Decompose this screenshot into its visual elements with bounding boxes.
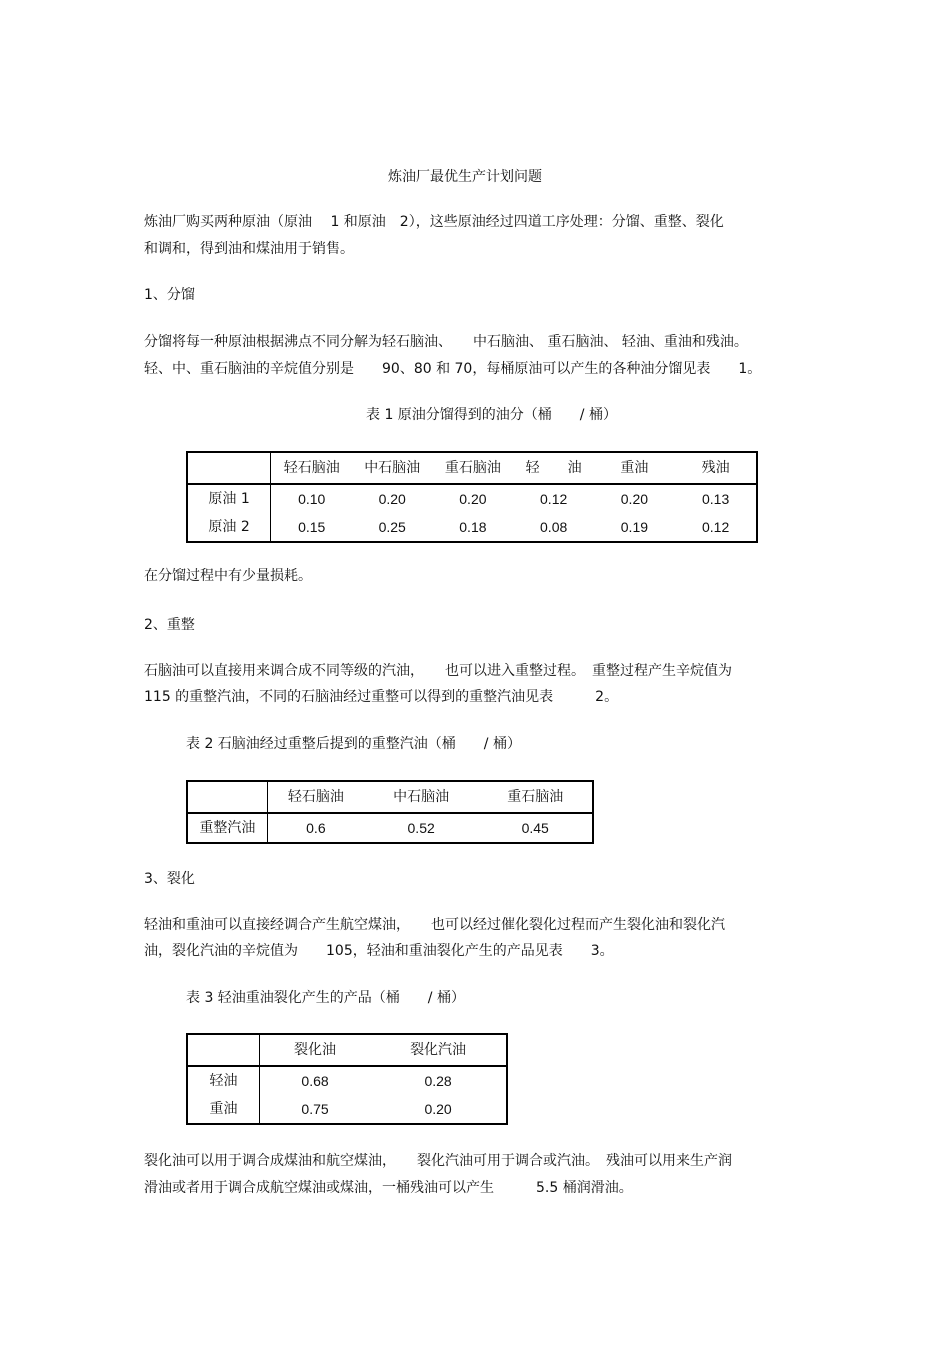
- table-row: [187, 513, 757, 542]
- column-header: 轻石脑油: [267, 781, 363, 813]
- table-corner-cell: [187, 452, 271, 484]
- section1-para-line-2: 轻、中、重石脑油的辛烷值分别是 90、80 和 70，每桶原油可以产生的各种油分馏见表 1。: [144, 361, 762, 377]
- table-row: [187, 1066, 507, 1095]
- table-row: [187, 1095, 507, 1124]
- table3-caption: 表 3 轻油重油裂化产生的产品（桶 / 桶）: [186, 990, 465, 1006]
- section-heading-cracking: 3、裂化: [144, 871, 195, 887]
- row-header: 原油 2: [187, 513, 271, 542]
- column-header: 裂化汽油: [370, 1034, 507, 1066]
- table-cell: 0.20: [459, 491, 487, 507]
- intro-line-2: 和调和，得到油和煤油用于销售。: [144, 241, 354, 257]
- table-cell: 0.18: [459, 519, 487, 535]
- section2-para-line-1: 石脑油可以直接用来调合成不同等级的汽油， 也可以进入重整过程。 重整过程产生辛烷值为: [144, 663, 732, 679]
- table-header-row: [187, 452, 757, 484]
- section2-para-line-2: 115 的重整汽油，不同的石脑油经过重整可以得到的重整汽油见表 2。: [144, 689, 619, 705]
- table-cell: 0.19: [620, 519, 649, 535]
- closing-line-1: 裂化油可以用于调合成煤油和航空煤油， 裂化汽油可用于调合或汽油。 残油可以用来生产润: [144, 1153, 732, 1169]
- column-header: 重石脑油: [478, 781, 593, 813]
- table-cell: 0.20: [620, 491, 649, 507]
- table-cracking: [186, 1033, 508, 1125]
- column-header: 中石脑油: [364, 781, 479, 813]
- closing-line-2: 滑油或者用于调合成航空煤油或煤油，一桶残油可以产生 5.5 桶润滑油。: [144, 1180, 633, 1196]
- column-header: 重石脑油: [432, 452, 514, 484]
- table-header-row: [187, 1034, 507, 1066]
- row-header: 原油 1: [187, 484, 271, 513]
- column-header: 轻石脑油: [271, 452, 353, 484]
- table-cell: 0.25: [378, 519, 406, 535]
- table-cell: 0.75: [301, 1101, 329, 1117]
- table-cell: 0.45: [521, 820, 549, 836]
- table-cell: 0.68: [301, 1073, 329, 1089]
- table-corner-cell: [187, 781, 267, 813]
- column-header: 残油: [675, 452, 757, 484]
- table-row: [187, 813, 593, 843]
- table-cell: 0.10: [298, 491, 326, 507]
- table-cell: 0.12: [540, 491, 568, 507]
- table-cell: 0.15: [298, 519, 326, 535]
- row-header: 重油: [187, 1095, 259, 1124]
- table1-caption: 表 1 原油分馏得到的油分（桶 / 桶）: [366, 407, 617, 423]
- column-header: 中石脑油: [352, 452, 432, 484]
- section1-note: 在分馏过程中有少量损耗。: [144, 568, 312, 584]
- row-header: 重整汽油: [187, 813, 267, 843]
- section1-para-line-1: 分馏将每一种原油根据沸点不同分解为轻石脑油、 中石脑油、 重石脑油、 轻油、重油和残油。: [144, 334, 748, 350]
- column-header: 裂化油: [259, 1034, 370, 1066]
- table-cell: 0.6: [306, 820, 326, 836]
- section-heading-fractionation: 1、分馏: [144, 287, 195, 303]
- section-heading-reforming: 2、重整: [144, 617, 195, 633]
- intro-line-1: 炼油厂购买两种原油（原油 1 和原油 2），这些原油经过四道工序处理：分馏、重整、裂化: [144, 214, 724, 230]
- table-corner-cell: [187, 1034, 259, 1066]
- section3-para-line-2: 油，裂化汽油的辛烷值为 105，轻油和重油裂化产生的产品见表 3。: [144, 943, 614, 959]
- table2-caption: 表 2 石脑油经过重整后提到的重整汽油（桶 / 桶）: [186, 736, 521, 752]
- table-cell: 0.20: [378, 491, 406, 507]
- table-fractionation: [186, 451, 758, 543]
- section3-para-line-1: 轻油和重油可以直接经调合产生航空煤油， 也可以经过催化裂化过程而产生裂化油和裂化汽: [144, 917, 725, 933]
- table-header-row: [187, 781, 593, 813]
- table-cell: 0.12: [702, 519, 730, 535]
- column-header: 轻 油: [514, 452, 594, 484]
- table-cell: 0.52: [407, 820, 435, 836]
- column-header: 重油: [594, 452, 676, 484]
- table-cell: 0.28: [424, 1073, 452, 1089]
- table-cell: 0.13: [702, 491, 730, 507]
- table-cell: 0.08: [540, 519, 568, 535]
- table-row: [187, 484, 757, 513]
- table-reforming: [186, 780, 594, 844]
- row-header: 轻油: [187, 1066, 259, 1095]
- document-title: 炼油厂最优生产计划问题: [388, 169, 542, 185]
- table-cell: 0.20: [424, 1101, 452, 1117]
